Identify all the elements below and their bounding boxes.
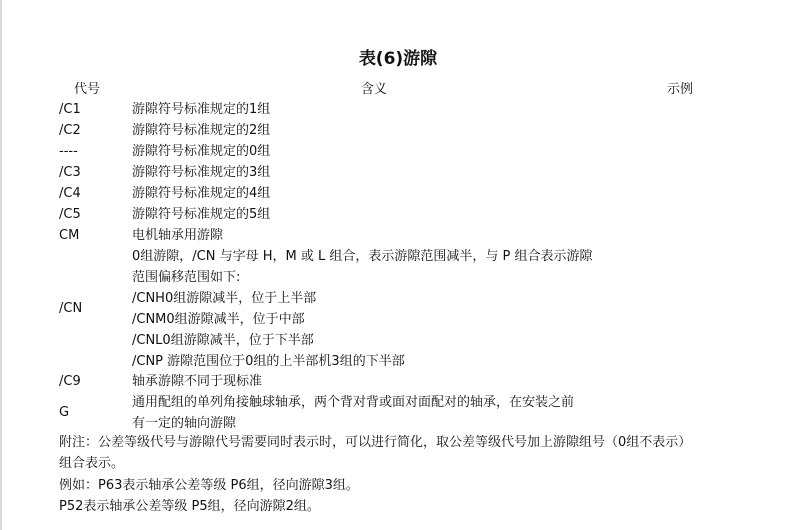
table-row [0, 120, 796, 141]
row-description: 轴承游隙不同于现标准 [132, 374, 263, 389]
table-row [0, 392, 796, 434]
table-row [0, 141, 796, 162]
example-line: 例如：P63表示轴承公差等级 P6组，径向游隙3组。 [59, 478, 359, 493]
header-code: 代号 [74, 82, 101, 97]
example-line: P52表示轴承公差等级 P5组，径向游隙2组。 [59, 499, 320, 514]
row-description: 游隙符号标准规定的4组 [132, 186, 271, 201]
row-description: 游隙符号标准规定的0组 [132, 144, 271, 159]
row-code: /C3 [59, 165, 81, 180]
row-description-line: 0组游隙，/CN 与字母 H，M 或 L 组合，表示游隙范围减半，与 P 组合表示游隙 [132, 249, 593, 264]
row-code: /C9 [59, 374, 81, 389]
row-description: 游隙符号标准规定的3组 [132, 165, 271, 180]
note-line: 组合表示。 [59, 456, 125, 471]
row-description-line: /CNP 游隙范围位于0组的上半部机3组的下半部 [132, 354, 405, 369]
row-code: /C4 [59, 186, 81, 201]
row-code: ---- [59, 144, 78, 159]
row-description-line: /CNM0组游隙减半，位于中部 [132, 312, 305, 327]
table-row [0, 371, 796, 392]
row-description-line: 有一定的轴向游隙 [132, 416, 237, 431]
table-title: 表(6)游隙 [358, 49, 438, 69]
note-line: 附注：公差等级代号与游隙代号需要同时表示时，可以进行简化，取公差等级代号加上游隙组号（0组不表示） [59, 435, 692, 450]
row-code: /C2 [59, 123, 81, 138]
row-description: 游隙符号标准规定的2组 [132, 123, 271, 138]
row-description-line: /CNL0组游隙减半，位于下半部 [132, 333, 314, 348]
row-description-line: /CNH0组游隙减半，位于上半部 [132, 291, 317, 306]
row-description: 游隙符号标准规定的1组 [132, 102, 271, 117]
table-row [0, 246, 796, 372]
table-row [0, 162, 796, 183]
row-code: /C5 [59, 207, 81, 222]
row-description-line: 范围偏移范围如下: [132, 270, 241, 285]
row-code: /CN [59, 301, 83, 316]
table-row [0, 183, 796, 204]
row-code: CM [59, 228, 80, 243]
row-code: G [59, 405, 70, 420]
table-row [0, 204, 796, 225]
table-row [0, 99, 796, 120]
header-meaning: 含义 [361, 82, 388, 97]
header-example: 示例 [667, 82, 694, 97]
row-description-line: 通用配组的单列角接触球轴承，两个背对背或面对面配对的轴承，在安装之前 [132, 395, 575, 410]
row-code: /C1 [59, 102, 81, 117]
row-description: 电机轴承用游隙 [132, 228, 224, 243]
row-description: 游隙符号标准规定的5组 [132, 207, 271, 222]
table-row [0, 225, 796, 246]
